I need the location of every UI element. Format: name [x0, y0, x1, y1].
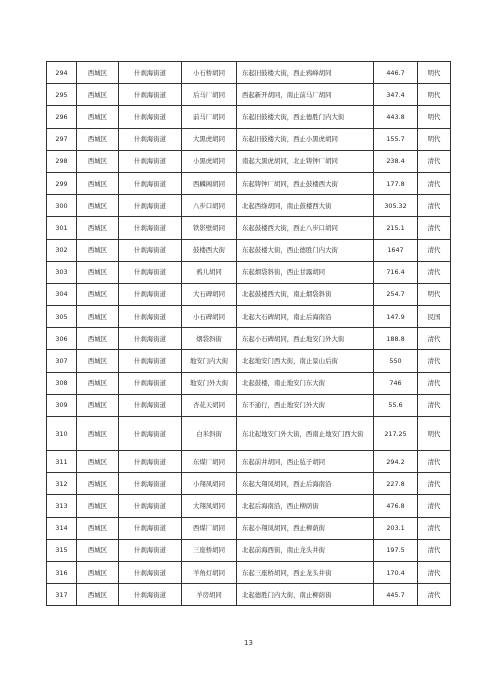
start-end-cell: 北起鼓楼西大街，南止烟袋斜街 [237, 283, 374, 305]
row-number: 313 [47, 495, 77, 517]
table-row [47, 539, 451, 561]
start-end-cell: 东起大翔凤胡同，西止后海南沿 [237, 473, 374, 495]
hutong-name-cell: 西煤厂胡同 [182, 517, 237, 539]
table-row [47, 106, 451, 128]
district-cell: 西城区 [77, 328, 119, 350]
length-cell: 443.8 [374, 106, 418, 128]
length-cell: 188.8 [374, 328, 418, 350]
length-cell: 1647 [374, 239, 418, 261]
start-end-cell: 东不通行，西止地安门外大街 [237, 394, 374, 416]
street-cell: 什刹海街道 [119, 584, 182, 606]
start-end-cell: 南起大黑虎胡同，北止铸钟厂胡同 [237, 150, 374, 172]
row-number: 307 [47, 350, 77, 372]
length-cell: 305.32 [374, 195, 418, 217]
start-end-cell: 东起旧鼓楼大街，西止德胜门内大街 [237, 106, 374, 128]
district-cell: 西城区 [77, 394, 119, 416]
district-cell: 西城区 [77, 239, 119, 261]
street-cell: 什刹海街道 [119, 62, 182, 84]
era-cell: 清代 [418, 473, 451, 495]
table-row [47, 150, 451, 172]
start-end-cell: 东起小翔凤胡同，西止柳荫街 [237, 517, 374, 539]
hutong-name-cell: 羊房胡同 [182, 584, 237, 606]
length-cell: 238.4 [374, 150, 418, 172]
length-cell: 476.8 [374, 495, 418, 517]
street-cell: 什刹海街道 [119, 328, 182, 350]
era-cell: 清代 [418, 328, 451, 350]
hutong-name-cell: 西麟阁胡同 [182, 172, 237, 194]
table-row [47, 84, 451, 106]
row-number: 305 [47, 306, 77, 328]
table-row [47, 217, 451, 239]
row-number: 309 [47, 394, 77, 416]
era-cell: 清代 [418, 261, 451, 283]
start-end-cell: 北起德胜门内大街，南止柳荫街 [237, 584, 374, 606]
start-end-cell: 东起鼓楼大街，西止德胜门内大街 [237, 239, 374, 261]
start-end-cell: 北起前海西街，南止龙头井街 [237, 539, 374, 561]
start-end-cell: 东起鼓楼西大街，西止八步口胡同 [237, 217, 374, 239]
era-cell: 清代 [418, 195, 451, 217]
row-number: 302 [47, 239, 77, 261]
start-end-cell: 北起西绦胡同，南止鼓楼西大街 [237, 195, 374, 217]
street-cell: 什刹海街道 [119, 561, 182, 583]
length-cell: 155.7 [374, 128, 418, 150]
row-number: 314 [47, 517, 77, 539]
hutong-name-cell: 小石碑胡同 [182, 306, 237, 328]
era-cell: 清代 [418, 539, 451, 561]
hutong-name-cell: 小黑虎胡同 [182, 150, 237, 172]
table-row [47, 372, 451, 394]
era-cell: 明代 [418, 128, 451, 150]
row-number: 297 [47, 128, 77, 150]
hutong-name-cell: 东煤厂胡同 [182, 451, 237, 473]
row-number: 301 [47, 217, 77, 239]
hutong-name-cell: 地安门外大街 [182, 372, 237, 394]
start-end-cell: 东起旧鼓楼大街，西止小黑虎胡同 [237, 128, 374, 150]
street-cell: 什刹海街道 [119, 84, 182, 106]
district-cell: 西城区 [77, 62, 119, 84]
hutong-name-cell: 白米斜街 [182, 417, 237, 451]
table-row [47, 584, 451, 606]
era-cell: 清代 [418, 584, 451, 606]
street-cell: 什刹海街道 [119, 150, 182, 172]
district-cell: 西城区 [77, 217, 119, 239]
start-end-cell: 东起烟袋斜街，西止甘露胡同 [237, 261, 374, 283]
district-cell: 西城区 [77, 372, 119, 394]
hutong-name-cell: 小翔凤胡同 [182, 473, 237, 495]
start-end-cell: 北起地安门西大街，南止景山后街 [237, 350, 374, 372]
row-number: 312 [47, 473, 77, 495]
table-row [47, 473, 451, 495]
era-cell: 明代 [418, 417, 451, 451]
row-number: 295 [47, 84, 77, 106]
hutong-name-cell: 三座桥胡同 [182, 539, 237, 561]
street-cell: 什刹海街道 [119, 306, 182, 328]
length-cell: 170.4 [374, 561, 418, 583]
table-row [47, 328, 451, 350]
street-cell: 什刹海街道 [119, 195, 182, 217]
hutong-name-cell: 前马厂胡同 [182, 106, 237, 128]
era-cell: 清代 [418, 394, 451, 416]
table-row [47, 451, 451, 473]
table-body [47, 62, 451, 606]
street-cell: 什刹海街道 [119, 128, 182, 150]
length-cell: 177.8 [374, 172, 418, 194]
street-cell: 什刹海街道 [119, 495, 182, 517]
hutong-name-cell: 八步口胡同 [182, 195, 237, 217]
start-end-cell: 东起前井胡同，西止毡子胡同 [237, 451, 374, 473]
district-cell: 西城区 [77, 128, 119, 150]
hutong-name-cell: 鸦儿胡同 [182, 261, 237, 283]
length-cell: 197.5 [374, 539, 418, 561]
length-cell: 445.7 [374, 584, 418, 606]
district-cell: 西城区 [77, 473, 119, 495]
era-cell: 明代 [418, 84, 451, 106]
table-row [47, 394, 451, 416]
row-number: 296 [47, 106, 77, 128]
start-end-cell: 北起后海南沿，西止柳荫街 [237, 495, 374, 517]
era-cell: 明代 [418, 283, 451, 305]
district-cell: 西城区 [77, 350, 119, 372]
street-cell: 什刹海街道 [119, 106, 182, 128]
street-cell: 什刹海街道 [119, 261, 182, 283]
row-number: 308 [47, 372, 77, 394]
hutong-table [46, 61, 451, 606]
hutong-name-cell: 鼓楼西大街 [182, 239, 237, 261]
street-cell: 什刹海街道 [119, 517, 182, 539]
table-row [47, 417, 451, 451]
length-cell: 147.9 [374, 306, 418, 328]
street-cell: 什刹海街道 [119, 451, 182, 473]
hutong-name-cell: 大石碑胡同 [182, 283, 237, 305]
row-number: 311 [47, 451, 77, 473]
table-row [47, 172, 451, 194]
table-row [47, 261, 451, 283]
era-cell: 清代 [418, 150, 451, 172]
row-number: 298 [47, 150, 77, 172]
district-cell: 西城区 [77, 417, 119, 451]
length-cell: 227.8 [374, 473, 418, 495]
hutong-name-cell: 小石桥胡同 [182, 62, 237, 84]
length-cell: 217.25 [374, 417, 418, 451]
hutong-name-cell: 烟袋斜街 [182, 328, 237, 350]
row-number: 310 [47, 417, 77, 451]
row-number: 317 [47, 584, 77, 606]
start-end-cell: 北起鼓楼，南止地安门东大街 [237, 372, 374, 394]
length-cell: 203.1 [374, 517, 418, 539]
street-cell: 什刹海街道 [119, 239, 182, 261]
street-cell: 什刹海街道 [119, 217, 182, 239]
district-cell: 西城区 [77, 539, 119, 561]
era-cell: 清代 [418, 372, 451, 394]
table-row [47, 517, 451, 539]
row-number: 306 [47, 328, 77, 350]
table-row [47, 495, 451, 517]
hutong-name-cell: 大黑虎胡同 [182, 128, 237, 150]
district-cell: 西城区 [77, 495, 119, 517]
era-cell: 清代 [418, 239, 451, 261]
era-cell: 明代 [418, 62, 451, 84]
district-cell: 西城区 [77, 283, 119, 305]
row-number: 299 [47, 172, 77, 194]
length-cell: 55.6 [374, 394, 418, 416]
start-end-cell: 东起三座桥胡同，西止龙头井街 [237, 561, 374, 583]
hutong-name-cell: 羊角灯胡同 [182, 561, 237, 583]
start-end-cell: 北起大石碑胡同，南止后海南沿 [237, 306, 374, 328]
row-number: 303 [47, 261, 77, 283]
district-cell: 西城区 [77, 584, 119, 606]
start-end-cell: 东起铸钟厂胡同，西止鼓楼西大街 [237, 172, 374, 194]
start-end-cell: 东起小石碑胡同，西止地安门外大街 [237, 328, 374, 350]
hutong-name-cell: 铁影壁胡同 [182, 217, 237, 239]
row-number: 316 [47, 561, 77, 583]
district-cell: 西城区 [77, 261, 119, 283]
district-cell: 西城区 [77, 172, 119, 194]
district-cell: 西城区 [77, 106, 119, 128]
start-end-cell: 东起旧鼓楼大街，西止鸦峰胡同 [237, 62, 374, 84]
row-number: 300 [47, 195, 77, 217]
start-end-cell: 西起新开胡同，南止前马厂胡同 [237, 84, 374, 106]
era-cell: 清代 [418, 217, 451, 239]
start-end-cell: 东北起地安门外大街，西南止地安门西大街 [237, 417, 374, 451]
district-cell: 西城区 [77, 306, 119, 328]
street-cell: 什刹海街道 [119, 394, 182, 416]
length-cell: 550 [374, 350, 418, 372]
table-row [47, 350, 451, 372]
district-cell: 西城区 [77, 561, 119, 583]
table-row [47, 128, 451, 150]
street-cell: 什刹海街道 [119, 172, 182, 194]
table-row [47, 62, 451, 84]
era-cell: 清代 [418, 495, 451, 517]
district-cell: 西城区 [77, 451, 119, 473]
street-cell: 什刹海街道 [119, 473, 182, 495]
length-cell: 746 [374, 372, 418, 394]
district-cell: 西城区 [77, 150, 119, 172]
length-cell: 446.7 [374, 62, 418, 84]
hutong-name-cell: 大翔凤胡同 [182, 495, 237, 517]
street-cell: 什刹海街道 [119, 350, 182, 372]
district-cell: 西城区 [77, 195, 119, 217]
table-row [47, 283, 451, 305]
street-cell: 什刹海街道 [119, 417, 182, 451]
era-cell: 清代 [418, 350, 451, 372]
hutong-name-cell: 杏花天胡同 [182, 394, 237, 416]
hutong-name-cell: 后马厂胡同 [182, 84, 237, 106]
street-cell: 什刹海街道 [119, 539, 182, 561]
street-cell: 什刹海街道 [119, 283, 182, 305]
length-cell: 294.2 [374, 451, 418, 473]
page-number: 13 [244, 639, 253, 647]
era-cell: 清代 [418, 561, 451, 583]
era-cell: 明代 [418, 106, 451, 128]
era-cell: 民国 [418, 306, 451, 328]
district-cell: 西城区 [77, 517, 119, 539]
district-cell: 西城区 [77, 84, 119, 106]
hutong-name-cell: 地安门内大街 [182, 350, 237, 372]
era-cell: 清代 [418, 172, 451, 194]
table-row [47, 239, 451, 261]
table-row [47, 561, 451, 583]
row-number: 315 [47, 539, 77, 561]
street-cell: 什刹海街道 [119, 372, 182, 394]
length-cell: 347.4 [374, 84, 418, 106]
row-number: 304 [47, 283, 77, 305]
era-cell: 清代 [418, 451, 451, 473]
length-cell: 254.7 [374, 283, 418, 305]
length-cell: 215.1 [374, 217, 418, 239]
table-row [47, 306, 451, 328]
length-cell: 716.4 [374, 261, 418, 283]
row-number: 294 [47, 62, 77, 84]
table-row [47, 195, 451, 217]
era-cell: 清代 [418, 517, 451, 539]
